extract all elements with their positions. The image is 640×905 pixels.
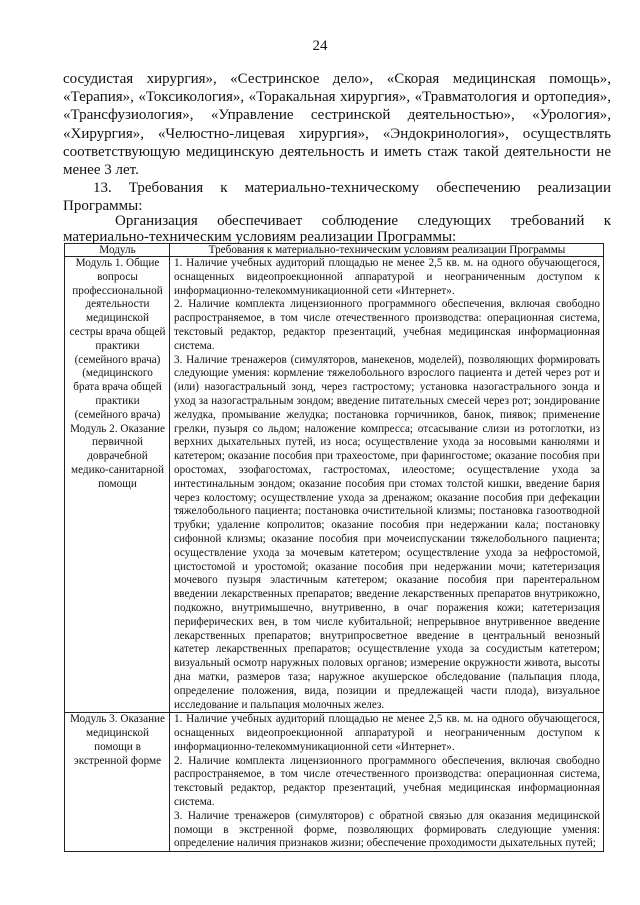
requirements-cell: [170, 713, 604, 852]
requirement-item: 1. Наличие учебных аудиторий площадью не менее 2,5 кв. м. на одного обучающегося, оснащенных видеопроекционной аппаратурой и неограниченным доступом к информационно-телекоммуникационной сети «Интернет».: [174, 257, 600, 297]
requirements-cell: [170, 257, 604, 713]
header-module: Модуль: [65, 244, 170, 257]
header-requirements: Требования к материально-техническим условиям реализации Программы: [170, 244, 604, 257]
requirements-table: [64, 243, 604, 852]
module-3-name: Модуль 3. Оказание медицинской помощи в экстренной форме: [69, 713, 166, 767]
requirement-item: 2. Наличие комплекта лицензионного программного обеспечения, включая свободно распространяемое, в том числе отечественного производства: операционная система, текстовый редактор, редактор презентаций, учебная медицинская информационная система.: [174, 754, 600, 809]
requirement-item: 1. Наличие учебных аудиторий площадью не менее 2,5 кв. м. на одного обучающегося, оснащенных видеопроекционной аппаратурой и неограниченным доступом к информационно-телекоммуникационной сети «Интернет».: [174, 713, 600, 753]
requirement-item: 3. Наличие тренажеров (симуляторов, манекенов, моделей), позволяющих формировать следующие умения: кормление тяжелобольного взрослого пациента и детей через рот и (или) назогастральный зонд, через гастростому; установка назогастрального зонда и уход за назогастральным зондом; введение питательных смесей через рот; зондирование желудка, промывание желудка; постановка горчичников, банок, пиявок; применение грелки, пузыря со льдом; наложение компресса; отсасывание слизи из ротоглотки, из верхних дыхательных путей, из носа; осуществление ухода за носовыми канюлями и катетером; оказание пособия при трахеостоме, при фарингостоме; оказание пособия при оростомах, эзофагостомах, гастростомах, илеостоме; осуществление ухода за интестинальным зондом; оказание пособия при стомах толстой кишки, введение бария через колостому; осуществление ухода за дренажом; оказание пособия при дефекации тяжелобольного пациента; постановка очистительной клизмы; постановка газоотводной трубки; удаление копролитов; оказание пособия при недержании кала; постановку сифонной клизмы; оказание пособия при мочеиспускании тяжелобольного пациента; осуществление ухода за мочевым катетером; осуществление ухода за нефростомой, цистостомой и уростомой; оказание пособия при недержании мочи; катетеризация мочевого пузыря эластичным катетером; оказание пособия при парентеральном введении лекарственных препаратов; введение лекарственных препаратов внутрикожно, подкожно, внутримышечно, внутривенно, в очаг поражения кожи; катетеризация периферических вен, в том числе кубитальной; непрерывное внутривенное введение лекарственных препаратов; внутрипросветное введение в центральный венозный катетер лекарственных препаратов; осуществление ухода за сосудистым катетером; визуальный осмотр наружных половых органов; измерение окружности живота, высоты дна матки, размеров таза; наружное акушерское обследование (пальпация плода, определение положения, вида, позиции и предлежащей части плода), визуальное исследование и пальпация молочных желез.: [174, 353, 600, 711]
module-2-name: Модуль 2. Оказание первичной доврачебной медико-санитарной помощи: [69, 422, 166, 490]
table-header-row: [65, 244, 604, 257]
module-cell: [65, 713, 170, 852]
module-cell: [65, 257, 170, 713]
intro-paragraph: сосудистая хирургия», «Сестринское дело», «Скорая медицинская помощь», «Терапия», «Токсикология», «Торакальная хирургия», «Травматология и ортопедия», «Трансфузиология», «Управление сестринской деятельностью», «Урология», «Хирургия», «Челюстно-лицевая хирургия», «Эндокринология», осуществлять соответствующую медицинскую деятельность и иметь стаж такой деятельности не менее 3 лет.: [63, 71, 611, 179]
section-heading: 13. Требования к материально-техническому обеспечению реализации Программы:: [63, 180, 611, 215]
table-row: [65, 257, 604, 713]
section-intro: Организация обеспечивает соблюдение следующих требований к материально-техническим условиям реализации Программы:: [63, 213, 611, 245]
requirement-item: 2. Наличие комплекта лицензионного программного обеспечения, включая свободно распространяемое, в том числе отечественного производства: операционная система, текстовый редактор, редактор презентаций, учебная медицинская информационная система.: [174, 298, 600, 352]
requirement-item: 3. Наличие тренажеров (симуляторов) с обратной связью для оказания медицинской помощи в экстренной форме, позволяющих формировать следующие умения: определение наличия признаков жизни; обеспечение проходимости дыхательных путей;: [174, 809, 600, 850]
page-number: 24: [312, 38, 328, 54]
module-1-name: Модуль 1. Общие вопросы профессиональной деятельности медицинской сестры врача общей практики (семейного врача) (медицинского брата врача общей практики (семейного врача): [69, 257, 166, 421]
table-row: [65, 713, 604, 852]
